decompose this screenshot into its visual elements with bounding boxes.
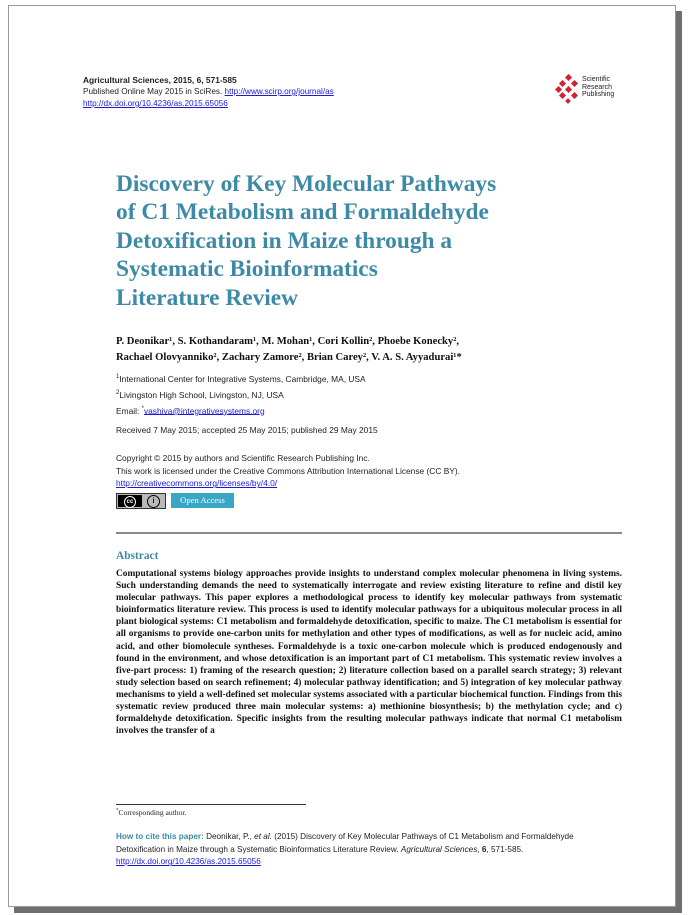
title-line: of C1 Metabolism and Formaldehyde: [116, 199, 489, 226]
abstract-text: Computational systems biology approaches provide insights to understand complex molecular phenomena in living systems. Such understanding demands the need to systematically interrogate and review existing literature to refine and distil key molecular pathways. This paper explores a methodological process to identify key molecular pathways from systematic bioinformatics literature review. This process is used to identify molecular pathways for a ubiquitous molecular process in all plant biological systems: C1 metabolism and formaldehyde detoxification, specific to maize. The C1 metabolism is essential for all organisms to provide one-carbon units for methylation and other types of modifications, as well as for nucleic acid, amino acid, and other biomolecule syntheses. Formaldehyde is a toxic one-carbon molecule which is produced endogenously and found in the environment, and whose detoxification is an important part of C1 metabolism. This systematic review involves a five-part process: 1) framing of the research question; 2) literature collection based on a parallel search strategy; 3) relevant study selection based on search refinement; 4) molecular pathway identification; and 5) integration of key molecular pathway mechanisms to yield a well-defined set molecular systems associated with a particular biochemical function. Findings from this systematic review produced three main molecular systems: a) methionine biosynthesis; b) the methylation cycle; and c) formaldehyde detoxification. Specific insights from the resulting molecular pathways indicate that normal C1 metabolism involves the transfer of a: [116, 569, 622, 737]
divider: [116, 532, 622, 534]
title-line: Discovery of Key Molecular Pathways: [116, 171, 497, 197]
abstract-heading: Abstract: [116, 550, 159, 562]
journal-citation: Agricultural Sciences, 2015, 6, 571-585: [83, 75, 237, 85]
journal-header: [83, 74, 334, 110]
footnote-divider: [116, 804, 306, 805]
affiliation-2: $^2$Livingston High School, Livingston, NJ, USA: [116, 389, 284, 400]
attribution-icon: i: [147, 495, 160, 508]
corresponding-footnote: *Corresponding author.: [116, 808, 187, 817]
license-line: This work is licensed under the Creative Commons Attribution International License (CC BY).: [116, 465, 460, 476]
title-line: Systematic Bioinformatics: [116, 256, 378, 283]
title-line: Literature Review: [116, 284, 299, 311]
publisher-logo-icon: [555, 74, 581, 104]
affiliations: [116, 370, 366, 417]
email-line: Email: *vashiva@integrativesystems.org: [116, 405, 265, 416]
email-link[interactable]: vashiva@integrativesystems.org: [143, 405, 265, 416]
paper-title: [116, 170, 576, 312]
affiliation-1: $^1$International Center for Integrative Systems, Cambridge, MA, USA: [116, 373, 366, 384]
license-link[interactable]: http://creativecommons.org/licenses/by/4.0/: [116, 478, 278, 489]
copyright-line: Copyright © 2015 by authors and Scientific Research Publishing Inc.: [116, 453, 370, 463]
publisher-logo: [555, 74, 625, 104]
publisher-name: Scientific Research Publishing: [582, 76, 615, 99]
citation-label: How to cite this paper:: [116, 832, 207, 841]
citation-block: How to cite this paper: Deonikar, P., et al. (2015) Discovery of Key Molecular Pathways of C1 Metabolism and Formaldehyde Detoxification in Maize through a Systematic Bioinformatics Literature Review. Agricultural Sciences, 6, 571-585. http://dx.doi.org/10.4236/as.2015.65056: [116, 832, 574, 867]
cc-by-badge[interactable]: [116, 493, 166, 509]
copyright-block: [116, 452, 460, 490]
title-line: Detoxification in Maize through a: [116, 227, 453, 254]
author-list: P. Deonikar¹, S. Kothandaram¹, M. Mohan¹, Cori Kollin², Phoebe Konecky², Rachael Olovyanniko², Zachary Zamore², Brian Carey², V. A. S. Ayyadurai¹*: [116, 336, 462, 363]
published-text: Published Online May 2015 in SciRes.: [83, 87, 225, 96]
journal-link[interactable]: http://www.scirp.org/journal/as: [224, 87, 334, 96]
open-access-badge[interactable]: Open Access: [171, 493, 234, 508]
paper-page: [8, 5, 676, 907]
doi-link[interactable]: http://dx.doi.org/10.4236/as.2015.65056: [83, 99, 228, 108]
received-dates: Received 7 May 2015; accepted 25 May 2015; published 29 May 2015: [116, 425, 378, 435]
citation-doi-link[interactable]: http://dx.doi.org/10.4236/as.2015.65056: [116, 857, 261, 867]
cc-icon: cc: [118, 495, 142, 507]
published-line: [83, 86, 334, 98]
